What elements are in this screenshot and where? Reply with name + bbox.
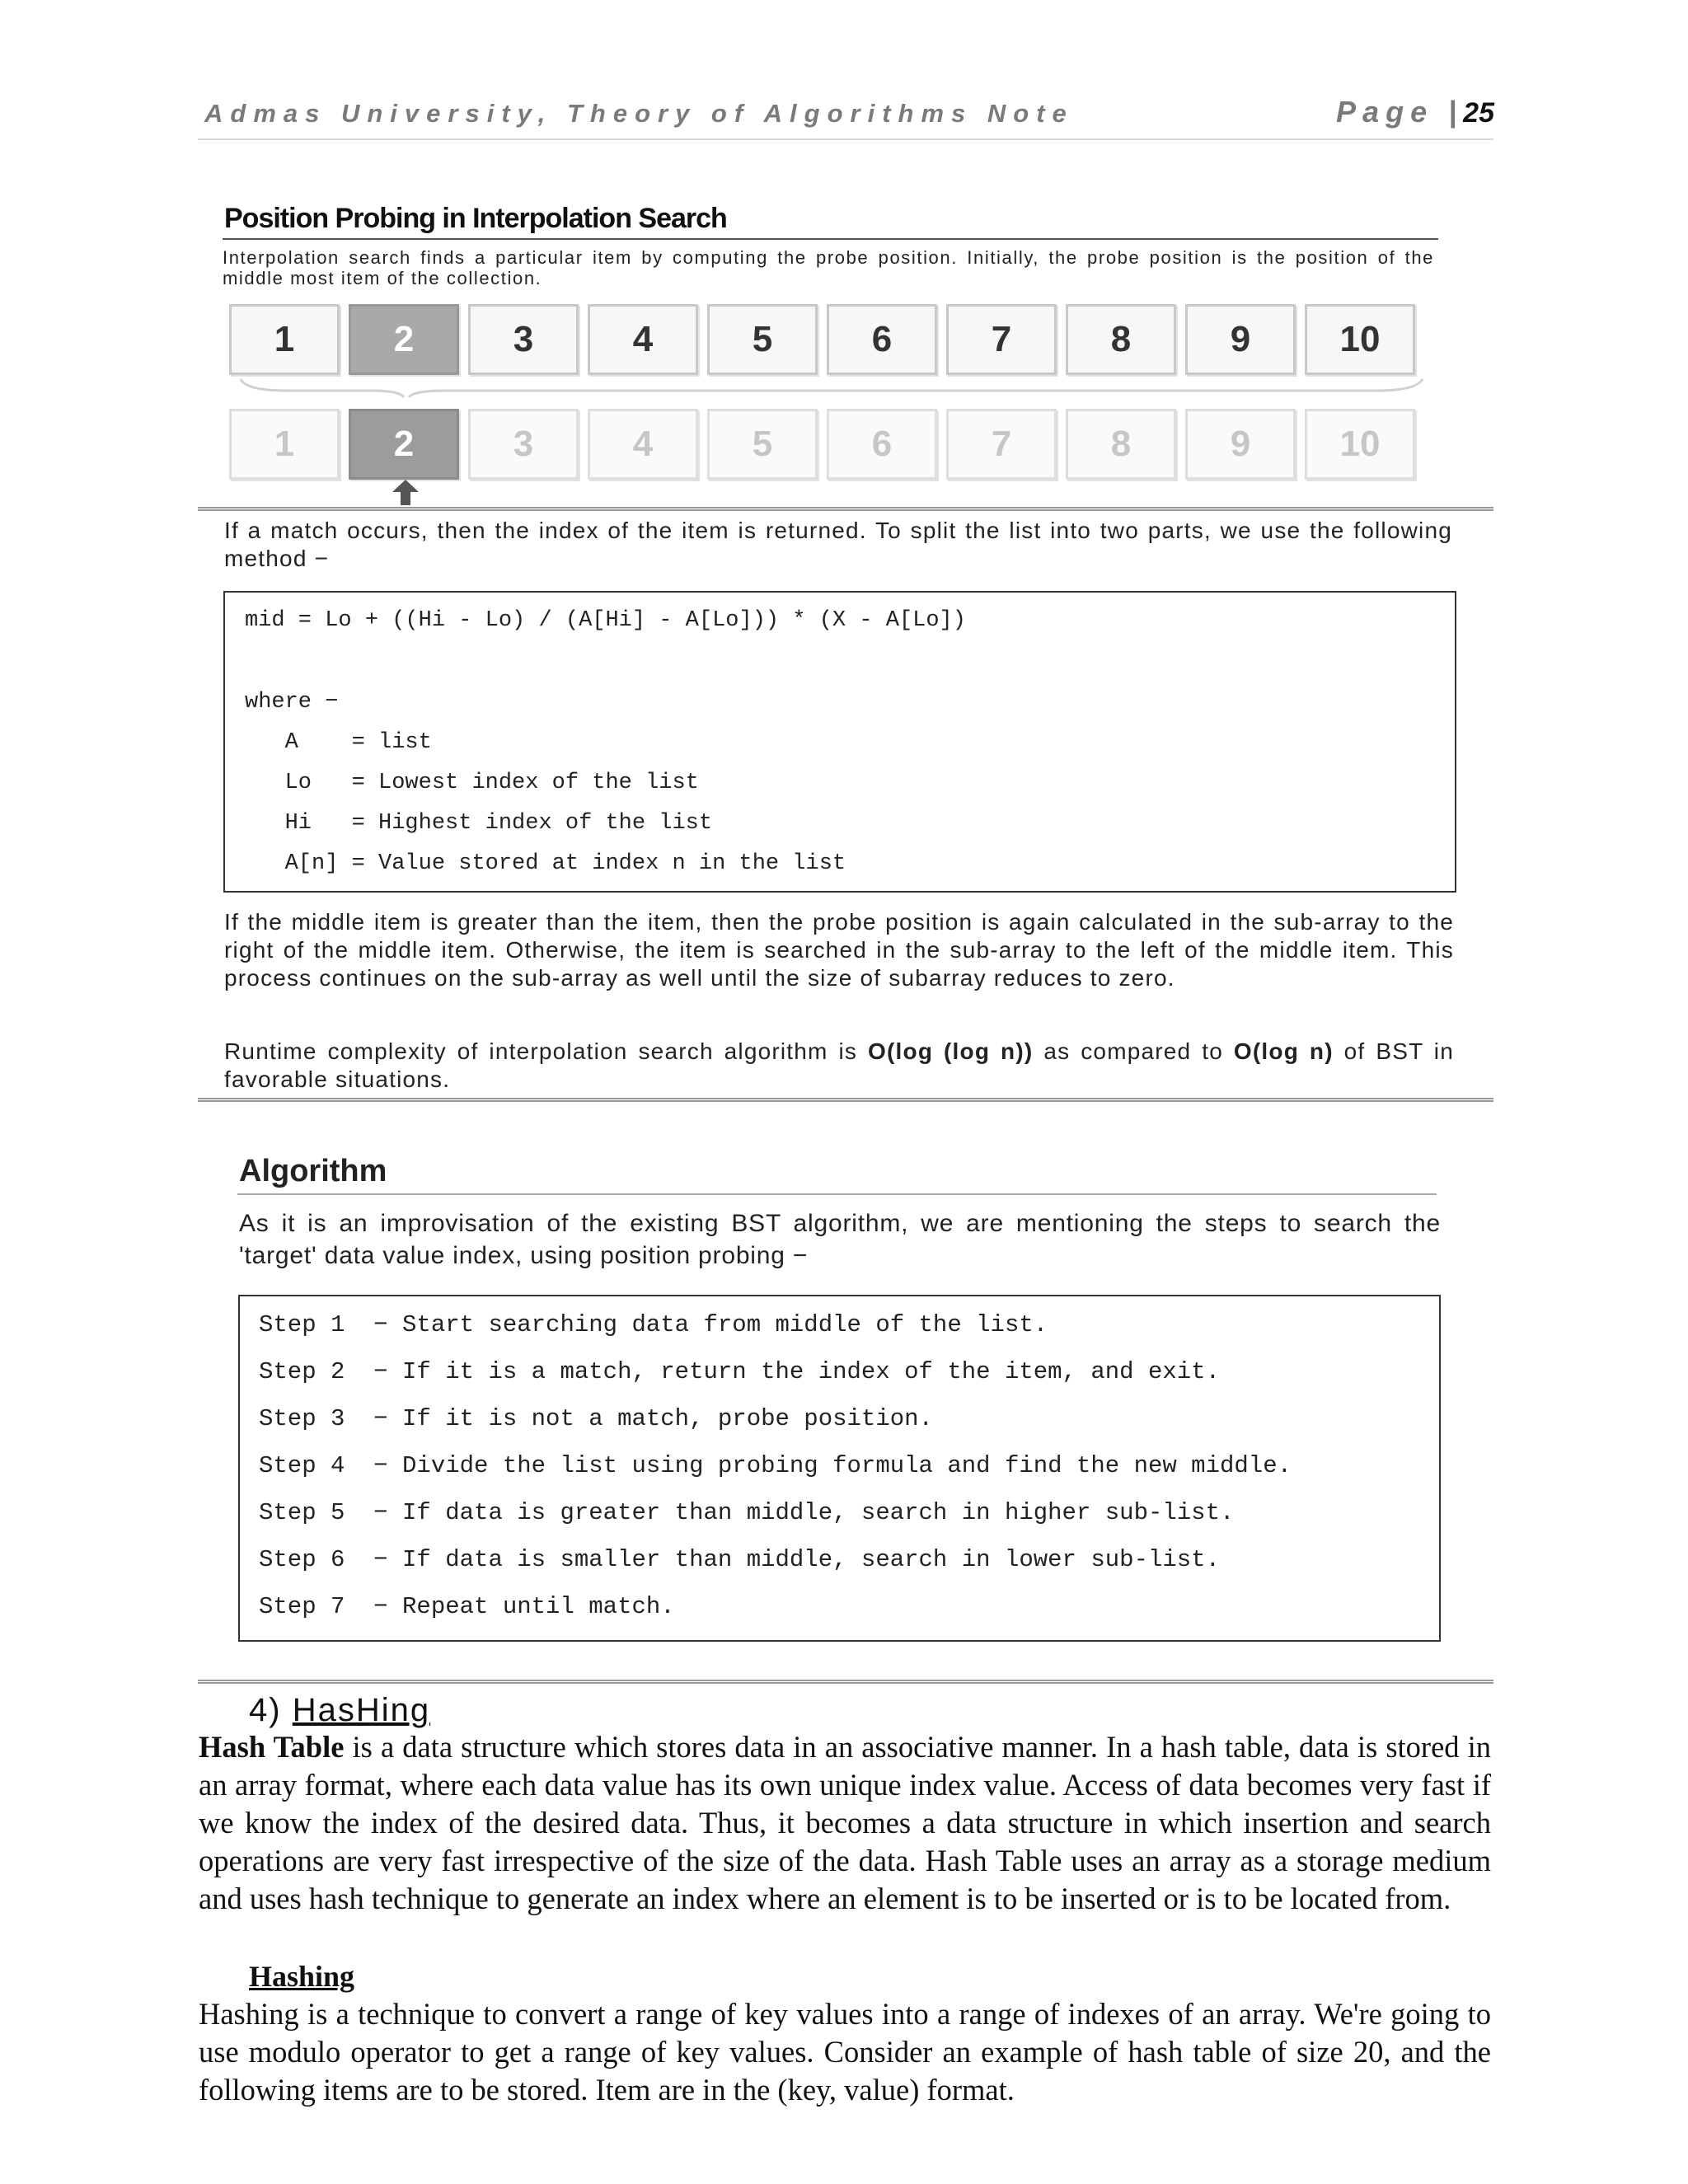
array-cell: 1 — [229, 304, 340, 375]
array-cell: 8 — [1066, 409, 1176, 480]
hashing-title: HasHing — [292, 1692, 431, 1728]
hashing-heading — [249, 1692, 430, 1729]
formula-definition: A = list — [245, 730, 432, 755]
array-row-top — [229, 304, 1424, 375]
probe-intro: Interpolation search finds a particular item by computing the probe position. Initially, the probe position is the position of the middle most item of the collection. — [223, 247, 1434, 288]
formula-where: where − — [245, 690, 339, 715]
hash-table-text: is a data structure which stores data in an associative manner. In a hash table, data is stored in an array format, where each data value has its own unique index value. Access of data becomes very fast if we know the index of the desired data. Thus, it becomes a data structure in which insertion and search operations are very fast irrespective of the size of the data. Hash Table uses an array as a storage medium and uses hash technique to generate an index where an element is to be inserted or is to be located from. — [199, 1730, 1491, 1915]
formula-definition: Lo = Lowest index of the list — [245, 771, 699, 795]
runtime-paragraph — [224, 1038, 1454, 1094]
array-cell: 8 — [1066, 304, 1176, 375]
algorithm-step: Step 7 − Repeat until match. — [259, 1593, 675, 1620]
runtime-text-2: as compared to — [1033, 1038, 1234, 1064]
runtime-text-1: Runtime complexity of interpolation search algorithm is — [224, 1038, 869, 1064]
header-divider — [198, 138, 1493, 140]
array-cell: 4 — [588, 409, 698, 480]
array-cell: 2 — [349, 304, 459, 375]
match-paragraph: If a match occurs, then the index of the item is returned. To split the list into two parts, we use the following method − — [224, 518, 1452, 571]
title-underline — [223, 238, 1438, 240]
page-label: Page | — [1336, 95, 1464, 129]
formula-box — [223, 591, 1456, 893]
section-title: Position Probing in Interpolation Search — [224, 203, 727, 234]
array-cell: 9 — [1185, 409, 1296, 480]
hash-table-term: Hash Table — [199, 1730, 345, 1764]
section-divider — [198, 1680, 1493, 1684]
array-cell: 6 — [827, 304, 937, 375]
array-cell: 7 — [946, 409, 1057, 480]
algorithm-step: Step 6 − If data is smaller than middle, search in lower sub-list. — [259, 1546, 1220, 1573]
section-divider — [198, 1098, 1493, 1102]
array-cell: 10 — [1305, 409, 1415, 480]
formula-definition: A[n] = Value stored at index n in the list — [245, 851, 846, 876]
array-cell: 6 — [827, 409, 937, 480]
hashing-paragraph: Hashing is a technique to convert a range of key values into a range of indexes of an array. We're going to use modulo operator to get a range of key values. Consider an example of hash table of size 20, and the following items are to be stored. Item are in the (key, value) format. — [199, 1997, 1491, 2107]
array-cell: 3 — [468, 409, 579, 480]
array-cell: 10 — [1305, 304, 1415, 375]
running-header: Admas University, Theory of Algorithms Note — [204, 99, 1074, 128]
array-cell: 7 — [946, 304, 1057, 375]
section-divider — [198, 507, 1493, 511]
middle-paragraph: If the middle item is greater than the item, then the probe position is again calculated in the sub-array to the right of the middle item. Otherwise, the item is searched in the sub-array to the left of the middle item. This process continues on the sub-array as well until the size of subarray reduces to zero. — [224, 909, 1454, 991]
array-cell: 3 — [468, 304, 579, 375]
algorithm-step: Step 5 − If data is greater than middle, search in higher sub-list. — [259, 1499, 1235, 1526]
steps-list — [259, 1301, 1292, 1630]
algorithm-step: Step 3 − If it is not a match, probe position. — [259, 1405, 933, 1432]
algorithm-step: Step 4 − Divide the list using probing formula and find the new middle. — [259, 1452, 1292, 1479]
array-cell: 5 — [707, 409, 818, 480]
hash-table-paragraph — [199, 1728, 1491, 1918]
array-cell: 5 — [707, 304, 818, 375]
formula-definitions — [245, 723, 846, 884]
algorithm-title: Algorithm — [239, 1154, 387, 1188]
runtime-text-3: of BST in favorable situations. — [224, 1038, 1454, 1092]
algorithm-step: Step 1 − Start searching data from middle of the list. — [259, 1311, 1048, 1338]
runtime-bold-2: O(log n) — [1233, 1038, 1334, 1064]
hashing-subheading: Hashing — [249, 1960, 355, 1993]
page-number-label — [1336, 95, 1494, 129]
probe-arrow-icon — [392, 480, 420, 506]
hashing-number: 4) — [249, 1692, 282, 1728]
array-cell: 1 — [229, 409, 340, 480]
runtime-bold-1: O(log (log n)) — [868, 1038, 1034, 1064]
array-cell: 4 — [588, 304, 698, 375]
formula-line: mid = Lo + ((Hi - Lo) / (A[Hi] - A[Lo])) * (X - A[Lo]) — [245, 608, 966, 633]
array-row-bottom — [229, 409, 1424, 480]
algorithm-underline — [237, 1193, 1437, 1195]
page-number: 25 — [1463, 97, 1494, 129]
array-cell: 9 — [1185, 304, 1296, 375]
algorithm-intro: As it is an improvisation of the existing BST algorithm, we are mentioning the steps to search the 'target' data value index, using position probing − — [239, 1210, 1441, 1269]
steps-box — [238, 1295, 1441, 1642]
split-brace — [239, 377, 1426, 399]
formula-definition: Hi = Highest index of the list — [245, 811, 713, 836]
array-cell: 2 — [349, 409, 459, 480]
algorithm-step: Step 2 − If it is a match, return the index of the item, and exit. — [259, 1358, 1220, 1385]
